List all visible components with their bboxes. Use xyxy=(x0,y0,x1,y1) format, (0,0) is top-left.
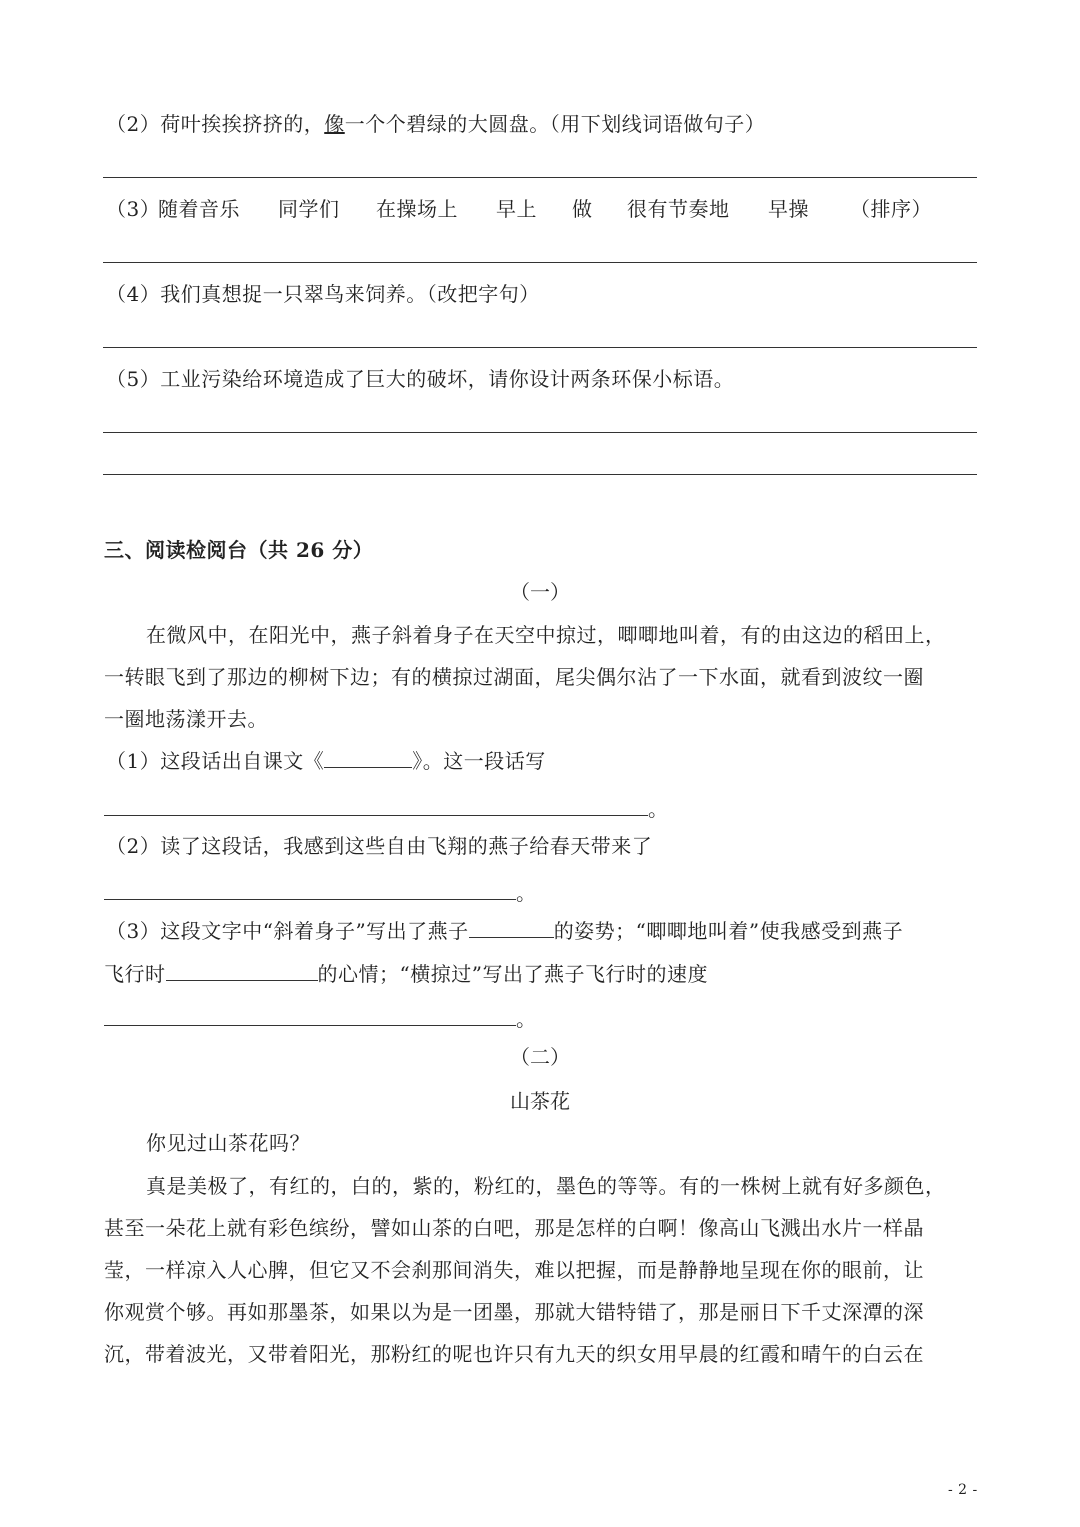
part-label: （二） xyxy=(510,1045,570,1069)
q3-word: 做 xyxy=(572,197,593,221)
fill-blank[interactable] xyxy=(469,917,554,938)
answer-blank-line: 。 xyxy=(104,795,669,823)
fill-blank[interactable] xyxy=(104,879,516,900)
passage-line: 一转眼飞到了那边的柳树下边；有的横掠过湖面，尾尖偶尔沾了一下水面，就看到波纹一圈 xyxy=(104,665,924,689)
passage-line: 真是美极了，有红的，白的，紫的，粉红的，墨色的等等。有的一株树上就有好多颜色， xyxy=(146,1174,946,1198)
fill-blank[interactable] xyxy=(166,960,318,981)
answer-line xyxy=(103,432,977,433)
reading-question-3: （3）这段文字中“斜着身子”写出了燕子 的姿势；“唧唧地叫着”使我感受到燕子 xyxy=(106,919,904,943)
answer-line xyxy=(103,474,977,475)
fill-blank[interactable] xyxy=(324,747,412,768)
passage-line: 在微风中，在阳光中，燕子斜着身子在天空中掠过，唧唧地叫着，有的由这边的稻田上， xyxy=(146,623,946,647)
answer-line xyxy=(103,177,977,178)
q3-word: 随着音乐 xyxy=(158,197,240,221)
passage-line: 你见过山茶花吗？ xyxy=(146,1131,310,1155)
reading-question-1: （1）这段话出自课文《 》。这一段话写 xyxy=(106,749,546,773)
question-4: （4）我们真想捉一只翠鸟来饲养。（改把字句） xyxy=(106,282,540,306)
answer-blank-line: 。 xyxy=(104,1005,537,1033)
passage-line: 一圈地荡漾开去。 xyxy=(104,707,268,731)
answer-blank-line: 。 xyxy=(104,879,537,907)
reading-question-2: （2）读了这段话，我感到这些自由飞翔的燕子给春天带来了 xyxy=(106,834,653,858)
question-3: （3） xyxy=(106,197,161,221)
question-2: （2）荷叶挨挨挤挤的，像一个个碧绿的大圆盘。（用下划线词语做句子） xyxy=(106,112,766,136)
question-5: （5）工业污染给环境造成了巨大的破坏，请你设计两条环保小标语。 xyxy=(106,367,735,391)
passage-line: 莹，一样凉入人心脾，但它又不会刹那间消失，难以把握，而是静静地呈现在你的眼前，让 xyxy=(104,1258,924,1282)
answer-line xyxy=(103,262,977,263)
passage-line: 沉，带着波光，又带着阳光，那粉红的呢也许只有九天的织女用早晨的红霞和晴午的白云在 xyxy=(104,1342,924,1366)
part-label: （一） xyxy=(510,580,570,604)
fill-blank[interactable] xyxy=(104,795,648,816)
answer-line xyxy=(103,347,977,348)
passage-line: 甚至一朵花上就有彩色缤纷，譬如山茶的白吧，那是怎样的白啊！像高山飞溅出水片一样晶 xyxy=(104,1216,924,1240)
q3-word: 早操 xyxy=(768,197,809,221)
section-title: 三、阅读检阅台（共 26 分） xyxy=(104,538,374,562)
reading-question-3-cont: 飞行时 的心情；“横掠过”写出了燕子飞行时的速度 xyxy=(104,962,708,986)
page-number: - 2 - xyxy=(948,1482,978,1498)
passage-title: 山茶花 xyxy=(510,1089,570,1113)
q3-word: 很有节奏地 xyxy=(627,197,730,221)
q3-note: （排序） xyxy=(850,197,932,221)
q3-word: 同学们 xyxy=(278,197,340,221)
passage-line: 你观赏个够。再如那墨茶，如果以为是一团墨，那就大错特错了，那是丽日下千丈深潭的深 xyxy=(104,1300,924,1324)
fill-blank[interactable] xyxy=(104,1005,516,1026)
underlined-word: 像 xyxy=(324,112,345,136)
q3-word: 早上 xyxy=(496,197,537,221)
q3-word: 在操场上 xyxy=(376,197,458,221)
